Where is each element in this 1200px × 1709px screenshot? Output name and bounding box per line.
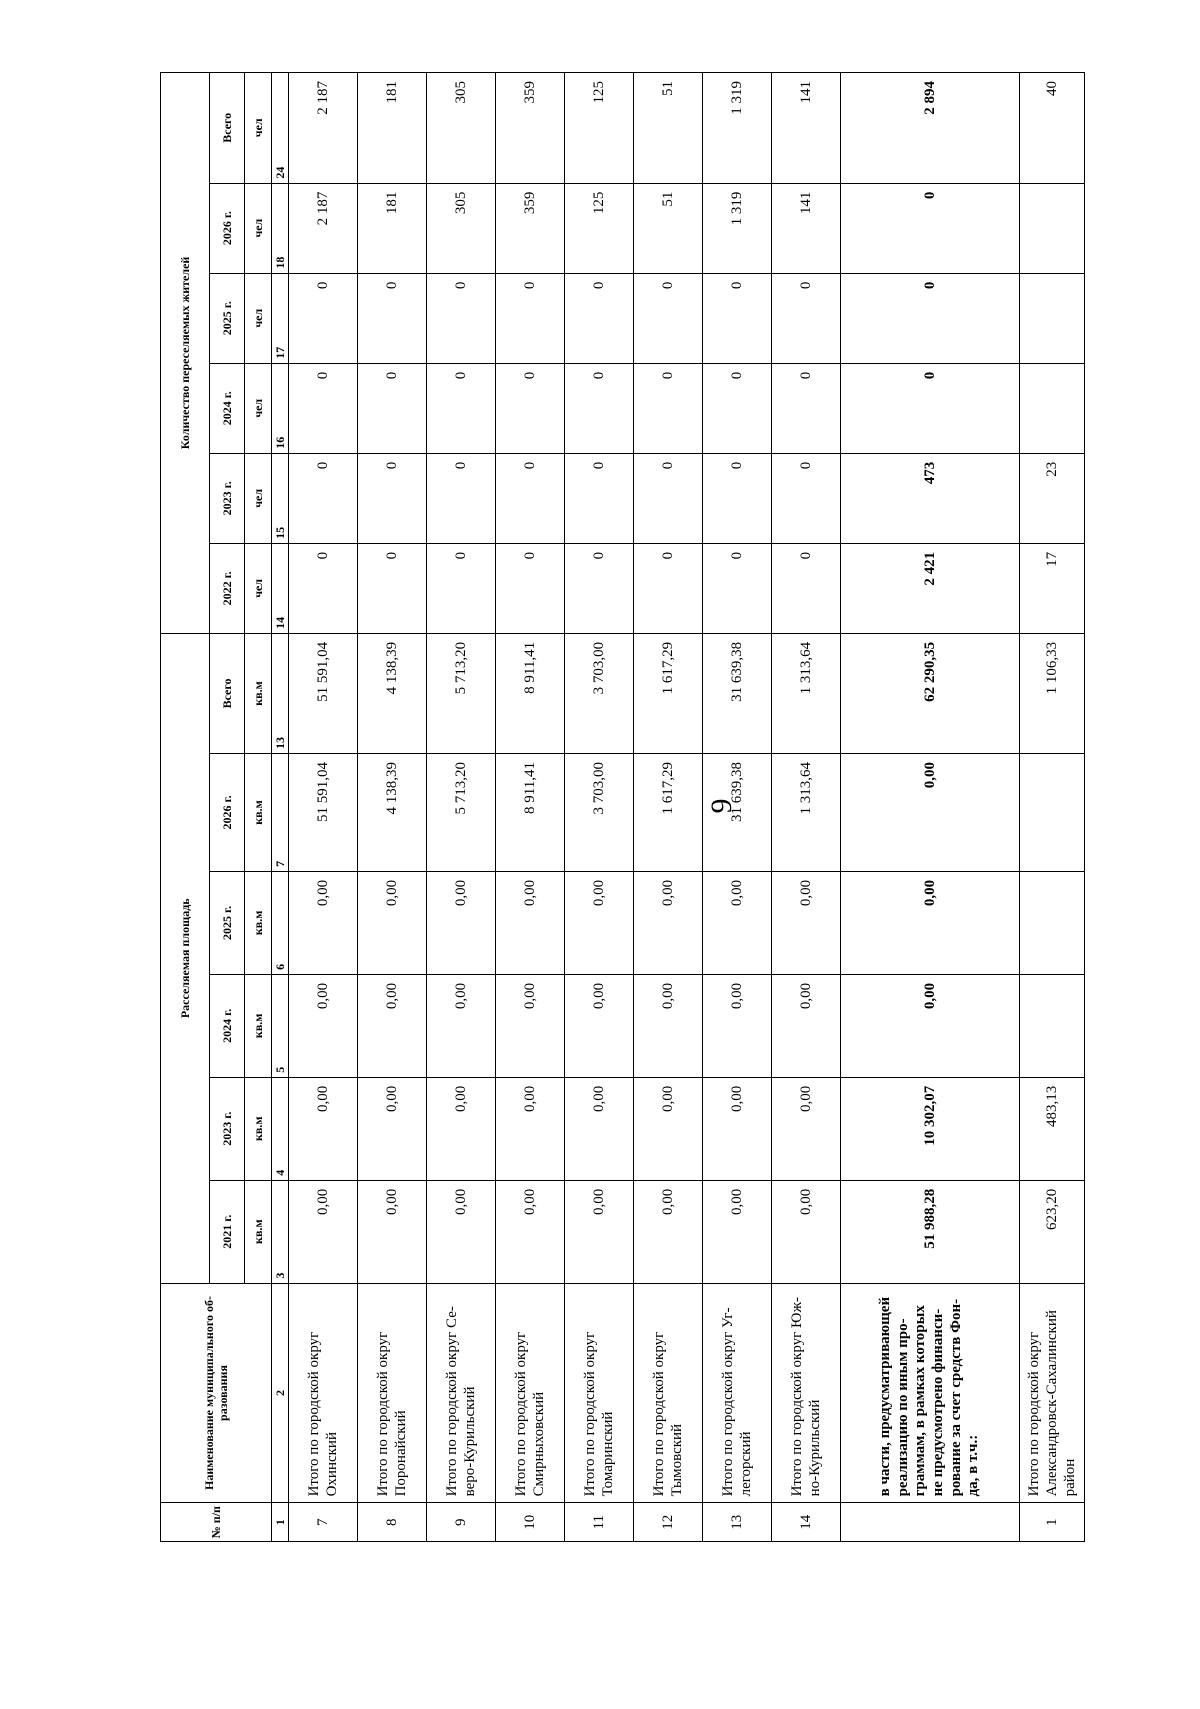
area-value: 31 639,38 [703,753,772,871]
people-value: 125 [565,183,634,273]
people-value: 0 [289,273,358,363]
header-area-2021: 2021 г. [210,1180,245,1283]
area-value: 0,00 [565,1180,634,1283]
area-value: 0,00 [703,974,772,1077]
area-value: 0,00 [565,974,634,1077]
people-value: 0 [634,273,703,363]
table-row [772,73,841,1542]
area-value: 0,00 [289,1077,358,1180]
row-name: Итого по городской округ Се-веро-Курильский [427,1283,496,1503]
row-number: 12 [634,1503,703,1542]
area-value: 0,00 [427,1180,496,1283]
column-index: 1 [272,1503,289,1542]
table-row [1020,73,1085,1542]
area-value: 5 713,20 [427,633,496,753]
people-value [1020,363,1085,453]
people-value: 141 [772,73,841,184]
people-value: 0 [634,453,703,543]
unit-people: чел [245,543,272,633]
people-value: 0 [358,543,427,633]
people-value: 0 [772,273,841,363]
area-value: 3 703,00 [565,633,634,753]
table-row [565,73,634,1542]
people-value: 2 421 [841,543,1020,633]
people-value: 0 [703,543,772,633]
people-value: 1 319 [703,183,772,273]
header-group-people: Количество переселяемых жителей [161,73,210,634]
people-value: 0 [772,363,841,453]
table-row [358,73,427,1542]
people-value: 0 [496,273,565,363]
area-value: 3 703,00 [565,753,634,871]
column-index: 4 [272,1077,289,1180]
header-people-2024: 2024 г. [210,363,245,453]
people-value: 0 [289,543,358,633]
table-row [496,73,565,1542]
page-number: 9 [705,798,738,814]
header-area-total: Всего [210,633,245,753]
people-value: 0 [496,363,565,453]
row-name: Итого по городской округ Юж-но-Курильский [772,1283,841,1503]
people-value: 0 [634,543,703,633]
people-value: 305 [427,73,496,184]
area-value: 5 713,20 [427,753,496,871]
area-value: 0,00 [427,1077,496,1180]
column-index: 3 [272,1180,289,1283]
unit-people: чел [245,453,272,543]
row-number: 9 [427,1503,496,1542]
header-area-2024: 2024 г. [210,974,245,1077]
unit-area: кв.м [245,633,272,753]
column-index: 15 [272,453,289,543]
table-row [634,73,703,1542]
row-name: Итого по городской округ Охинский [289,1283,358,1503]
area-value: 0,00 [703,1077,772,1180]
people-value: 23 [1020,453,1085,543]
people-value: 0 [841,183,1020,273]
area-value: 0,00 [634,1180,703,1283]
area-value: 8 911,41 [496,633,565,753]
area-value: 0,00 [496,871,565,974]
area-value: 0,00 [289,1180,358,1283]
people-value: 181 [358,183,427,273]
subtotal-row [841,73,1020,1542]
people-value: 2 894 [841,73,1020,184]
area-value: 31 639,38 [703,633,772,753]
row-number: 14 [772,1503,841,1542]
column-index: 6 [272,871,289,974]
people-value: 0 [565,273,634,363]
area-value: 1 106,33 [1020,633,1085,753]
row-name: Итого по городской округ Томаринский [565,1283,634,1503]
people-value: 0 [427,363,496,453]
area-value [1020,753,1085,871]
row-number: 11 [565,1503,634,1542]
area-value [1020,974,1085,1077]
people-value: 0 [358,273,427,363]
header-name: Наименование муниципального об-разования [161,1283,272,1503]
area-value: 0,00 [289,974,358,1077]
rotated-table-wrapper [160,72,1085,1542]
area-value: 0,00 [703,1180,772,1283]
unit-area: кв.м [245,1180,272,1283]
people-value: 0 [841,273,1020,363]
area-value: 0,00 [841,871,1020,974]
area-value: 0,00 [772,871,841,974]
row-number: 1 [1020,1503,1085,1542]
people-value: 0 [565,543,634,633]
area-value: 0,00 [565,1077,634,1180]
area-value: 4 138,39 [358,633,427,753]
area-value: 0,00 [634,1077,703,1180]
people-value: 0 [703,273,772,363]
area-value: 10 302,07 [841,1077,1020,1180]
resettlement-table [160,72,1085,1542]
people-value: 0 [427,453,496,543]
area-value: 0,00 [565,871,634,974]
column-index: 14 [272,543,289,633]
row-number: 13 [703,1503,772,1542]
row-number: 10 [496,1503,565,1542]
area-value: 0,00 [841,753,1020,871]
area-value: 0,00 [358,1077,427,1180]
table-row [703,73,772,1542]
header-area-2023: 2023 г. [210,1077,245,1180]
area-value: 1 313,64 [772,633,841,753]
area-value: 483,13 [1020,1077,1085,1180]
unit-people: чел [245,73,272,184]
row-name: в части, предусматривающей реализацию по иным про-граммам, в рамках которых не предусмотрено финанси-рование за счет средств Фон-да, в т.ч.: [841,1283,1020,1503]
unit-area: кв.м [245,974,272,1077]
people-value: 0 [703,453,772,543]
area-value: 0,00 [634,974,703,1077]
people-value: 359 [496,183,565,273]
area-value: 0,00 [772,1077,841,1180]
header-people-2026: 2026 г. [210,183,245,273]
area-value: 51 988,28 [841,1180,1020,1283]
area-value: 51 591,04 [289,753,358,871]
people-value: 0 [565,453,634,543]
area-value: 4 138,39 [358,753,427,871]
people-value: 2 187 [289,183,358,273]
area-value: 623,20 [1020,1180,1085,1283]
people-value: 0 [358,453,427,543]
unit-people: чел [245,183,272,273]
header-no: № п/п [161,1503,272,1542]
row-name: Итого по городской округ Поронайский [358,1283,427,1503]
area-value [1020,871,1085,974]
table-row [289,73,358,1542]
area-value: 0,00 [703,871,772,974]
column-index: 2 [272,1283,289,1503]
people-value: 141 [772,183,841,273]
column-index: 13 [272,633,289,753]
row-number: 8 [358,1503,427,1542]
area-value: 0,00 [772,1180,841,1283]
people-value: 17 [1020,543,1085,633]
area-value: 51 591,04 [289,633,358,753]
header-group-area: Расселяемая площадь [161,633,210,1283]
unit-area: кв.м [245,1077,272,1180]
area-value: 0,00 [772,974,841,1077]
area-value: 0,00 [427,974,496,1077]
area-value: 0,00 [358,871,427,974]
people-value: 305 [427,183,496,273]
area-value: 1 617,29 [634,753,703,871]
people-value: 0 [289,453,358,543]
area-value: 0,00 [427,871,496,974]
people-value: 0 [496,453,565,543]
unit-people: чел [245,363,272,453]
unit-people: чел [245,273,272,363]
row-number: 7 [289,1503,358,1542]
row-name: Итого по городской округ Смирныховский [496,1283,565,1503]
column-index: 24 [272,73,289,184]
area-value: 0,00 [358,1180,427,1283]
table-row [427,73,496,1542]
header-people-total: Всего [210,73,245,184]
area-value: 8 911,41 [496,753,565,871]
people-value: 0 [703,363,772,453]
people-value [1020,273,1085,363]
header-area-2025: 2025 г. [210,871,245,974]
people-value: 51 [634,73,703,184]
column-index: 16 [272,363,289,453]
unit-area: кв.м [245,753,272,871]
row-number [841,1503,1020,1542]
people-value: 0 [496,543,565,633]
area-value: 0,00 [496,1077,565,1180]
people-value: 0 [772,453,841,543]
people-value: 40 [1020,73,1085,184]
people-value: 0 [427,273,496,363]
row-name: Итого по городской округ Тымовский [634,1283,703,1503]
people-value: 0 [358,363,427,453]
people-value: 0 [841,363,1020,453]
people-value: 2 187 [289,73,358,184]
header-area-2026: 2026 г. [210,753,245,871]
people-value: 0 [634,363,703,453]
people-value: 0 [772,543,841,633]
column-index: 5 [272,974,289,1077]
column-index: 18 [272,183,289,273]
area-value: 1 313,64 [772,753,841,871]
area-value: 1 617,29 [634,633,703,753]
unit-area: кв.м [245,871,272,974]
area-value: 62 290,35 [841,633,1020,753]
people-value: 0 [565,363,634,453]
row-name: Итого по городской округ Уг-легорский [703,1283,772,1503]
header-people-2022: 2022 г. [210,543,245,633]
area-value: 0,00 [496,974,565,1077]
people-value: 473 [841,453,1020,543]
people-value: 0 [427,543,496,633]
row-name: Итого по городской округ Александровск-Сахалинский район [1020,1283,1085,1503]
column-index: 7 [272,753,289,871]
header-people-2025: 2025 г. [210,273,245,363]
people-value [1020,183,1085,273]
header-people-2023: 2023 г. [210,453,245,543]
people-value: 359 [496,73,565,184]
people-value: 51 [634,183,703,273]
area-value: 0,00 [358,974,427,1077]
area-value: 0,00 [634,871,703,974]
area-value: 0,00 [496,1180,565,1283]
people-value: 0 [289,363,358,453]
people-value: 1 319 [703,73,772,184]
area-value: 0,00 [289,871,358,974]
area-value: 0,00 [841,974,1020,1077]
people-value: 181 [358,73,427,184]
table-body [289,73,1085,1542]
people-value: 125 [565,73,634,184]
column-index: 17 [272,273,289,363]
